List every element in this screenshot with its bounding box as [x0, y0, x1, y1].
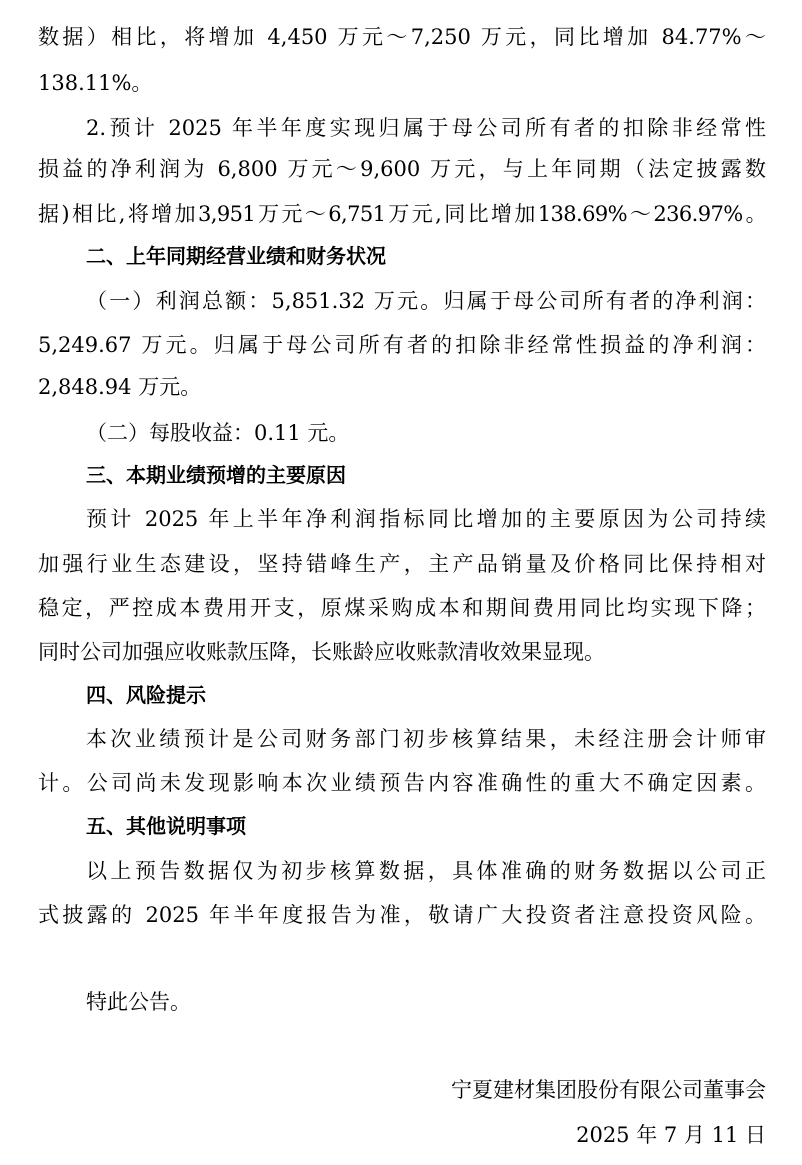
body-line: 138.11%。	[38, 71, 153, 95]
body-line: 损益的净利润为 6,800 万元～9,600 万元，与上年同期（法定披露数	[38, 157, 766, 181]
closing-line: 特此公告。	[86, 990, 191, 1014]
body-line: 2,848.94 万元。	[38, 375, 202, 399]
body-line: 预计 2025 年上半年净利润指标同比增加的主要原因为公司持续	[86, 507, 766, 531]
body-line: （一）利润总额：5,851.32 万元。归属于母公司所有者的净利润：	[86, 289, 766, 313]
body-line: 加强行业生态建设，坚持错峰生产，主产品销量及价格同比保持相对	[38, 552, 766, 576]
section-heading: 四、风险提示	[86, 683, 206, 707]
section-heading: 二、上年同期经营业绩和财务状况	[86, 244, 386, 268]
body-line: 稳定，严控成本费用开支，原煤采购成本和期间费用同比均实现下降；	[38, 596, 766, 620]
body-line: 同时公司加强应收账款压降，长账龄应收账款清收效果显现。	[38, 640, 605, 664]
company-signature: 宁夏建材集团股份有限公司董事会	[451, 1078, 766, 1102]
body-line: 数据）相比，将增加 4,450 万元～7,250 万元，同比增加 84.77%～	[38, 25, 766, 49]
body-line: 本次业绩预计是公司财务部门初步核算结果，未经注册会计师审	[86, 727, 766, 751]
body-line: 据)相比,将增加3,951万元～6,751万元,同比增加138.69%～236.97%。	[38, 202, 766, 226]
body-line: 5,249.67 万元。归属于母公司所有者的扣除非经常性损益的净利润：	[38, 333, 766, 357]
body-line: （二）每股收益：0.11 元。	[86, 421, 350, 445]
body-line: 2.预计 2025 年半年度实现归属于母公司所有者的扣除非经常性	[86, 116, 766, 140]
body-line: 计。公司尚未发现影响本次业绩预告内容准确性的重大不确定因素。	[38, 771, 766, 795]
body-line: 式披露的 2025 年半年度报告为准，敬请广大投资者注意投资风险。	[38, 903, 766, 927]
document-date: 2025 年 7 月 11 日	[576, 1123, 766, 1147]
section-heading: 三、本期业绩预增的主要原因	[86, 463, 346, 487]
body-line: 以上预告数据仅为初步核算数据，具体准确的财务数据以公司正	[86, 859, 766, 883]
section-heading: 五、其他说明事项	[86, 814, 246, 838]
